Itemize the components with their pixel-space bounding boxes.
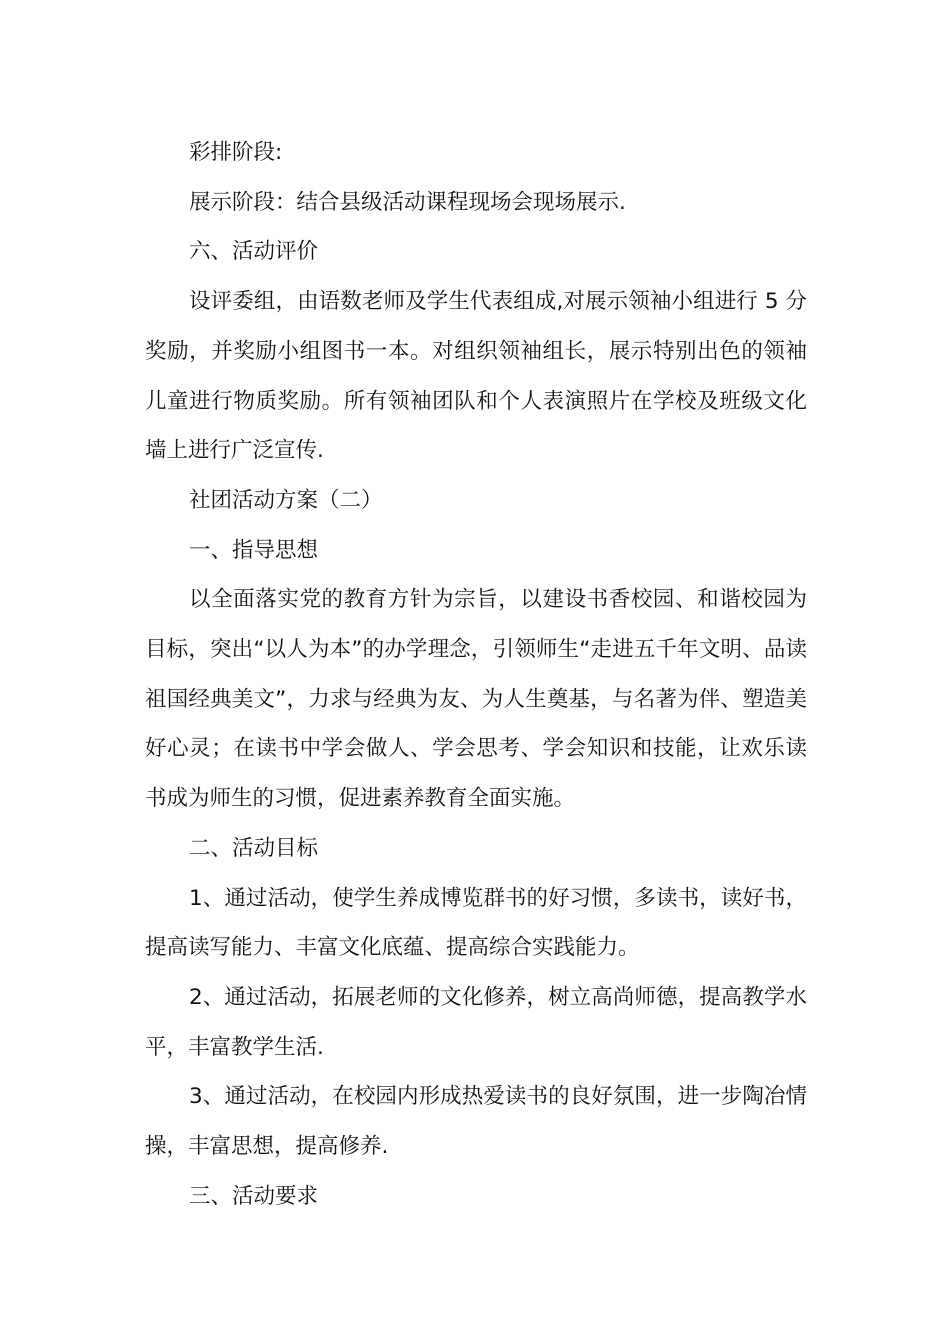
paragraph-showcase-stage: 展示阶段：结合县级活动课程现场会现场展示. — [189, 189, 626, 215]
heading-club-plan-two: 社团活动方案（二） — [189, 487, 383, 513]
paragraph-goal-2: 2、通过活动，拓展老师的文化修养，树立高尚师德，提高教学水平，丰富教学生活. — [145, 984, 807, 1060]
paragraph-rehearsal-stage: 彩排阶段: — [189, 140, 283, 165]
paragraph-goal-1: 1、通过活动，使学生养成博览群书的好习惯，多读书，读好书，提高读写能力、丰富文化底蕴、提高综合实践能力。 — [145, 885, 807, 961]
paragraph-goal-3: 3、通过活动，在校园内形成热爱读书的良好氛围，进一步陶冶情操，丰富思想，提高修养. — [145, 1084, 807, 1160]
heading-activity-evaluation: 六、活动评价 — [189, 239, 319, 265]
paragraph-evaluation-details: 设评委组，由语数老师及学生代表组成,对展示领袖小组进行 5 分奖励，并奖励小组图书一本。对组织领袖组长，展示特别出色的领袖儿童进行物质奖励。所有领袖团队和个人表演照片在学校及班级文化墙上进行广泛宣传. — [145, 289, 807, 464]
heading-guiding-ideology: 一、指导思想 — [189, 537, 319, 563]
heading-activity-goals: 二、活动目标 — [189, 835, 319, 861]
heading-activity-requirements: 三、活动要求 — [189, 1183, 319, 1209]
paragraph-guiding-ideology: 以全面落实党的教育方针为宗旨，以建设书香校园、和谐校园为目标，突出“以人为本”的办学理念，引领师生“走进五千年文明、品读祖国经典美文”，力求与经典为友、为人生奠基，与名著为伴、塑造美好心灵；在读书中学会做人、学会思考、学会知识和技能，让欢乐读书成为师生的习惯，促进素养教育全面实施。 — [145, 587, 807, 812]
document-body — [145, 128, 807, 1221]
